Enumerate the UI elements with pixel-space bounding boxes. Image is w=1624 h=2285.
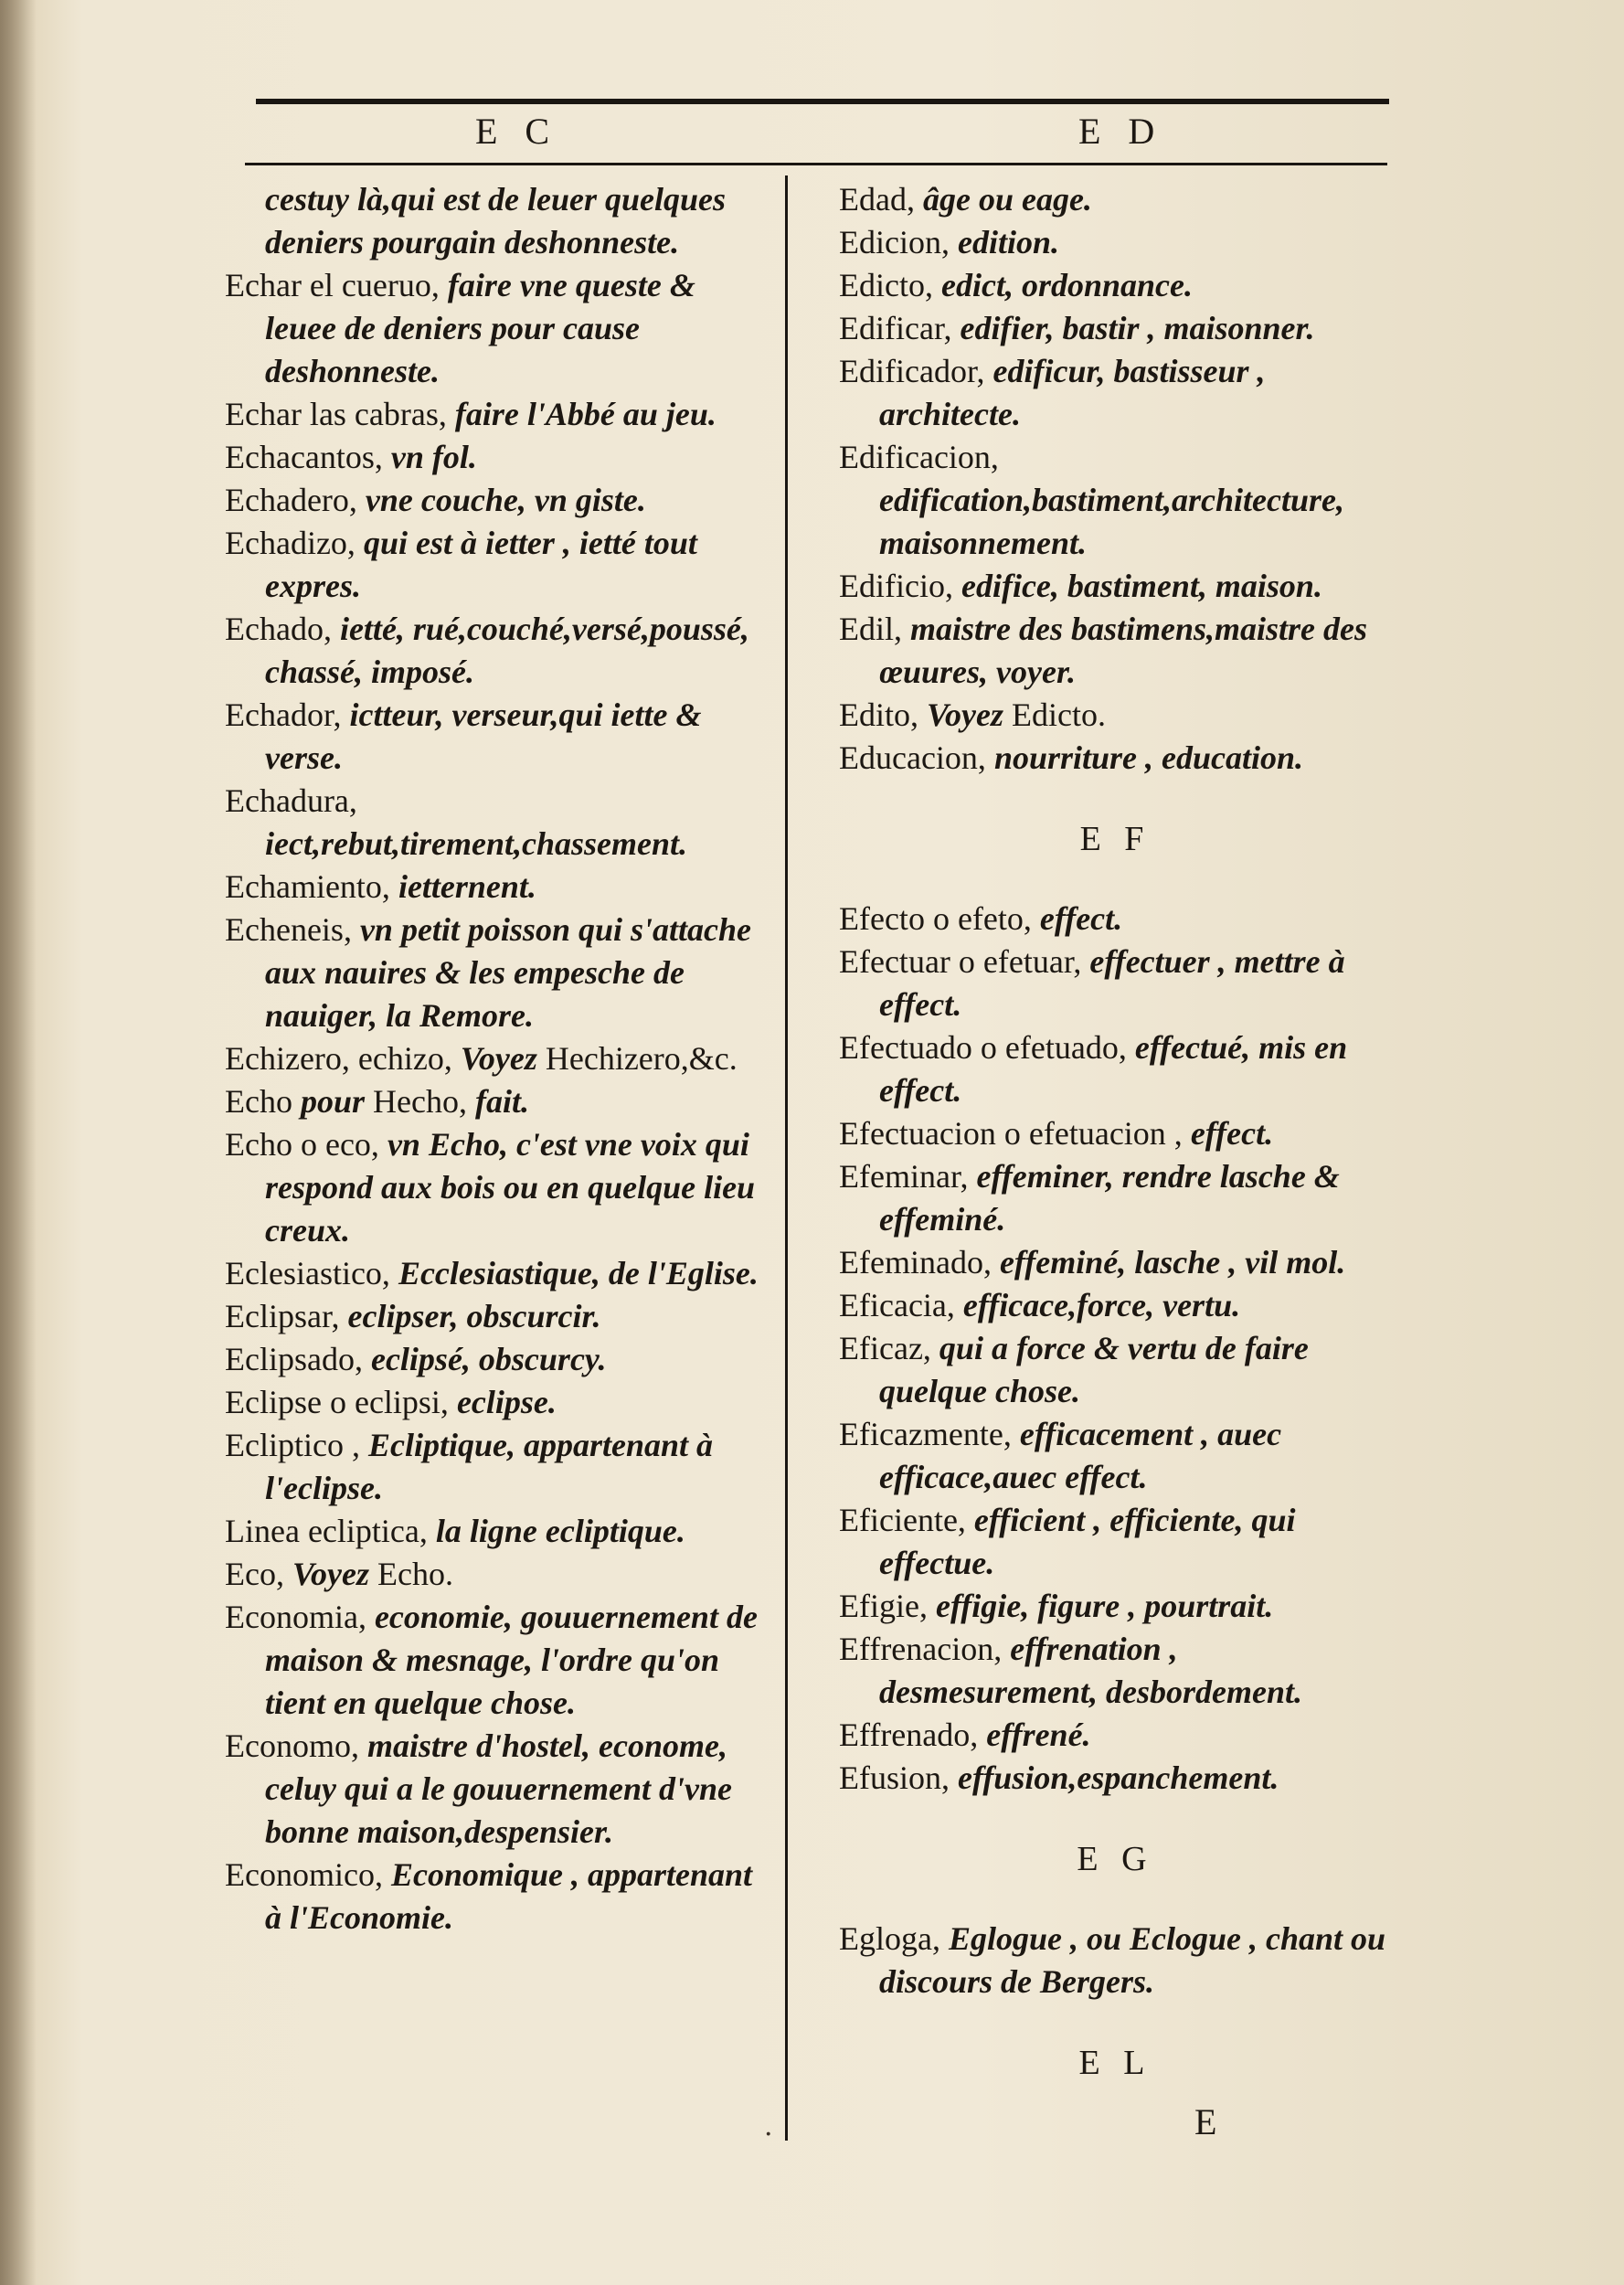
entry-headword: Echo — [225, 1083, 292, 1120]
column-end-mark: · — [764, 2119, 773, 2151]
entry-headword: Efeminar, — [839, 1158, 969, 1195]
ef-entries — [839, 898, 1392, 1800]
dictionary-entry — [839, 1918, 1392, 2003]
dictionary-entry — [839, 307, 1392, 350]
entry-headword: Echadura, — [225, 782, 357, 819]
entry-definition: ietternent. — [389, 868, 536, 905]
entry-headword: Efecto o efeto, — [839, 900, 1032, 937]
entry-headword: Edificador, — [839, 353, 985, 389]
dictionary-entry — [225, 522, 773, 608]
entry-definition: efficient , efficiente, qui effectue. — [879, 1502, 1296, 1581]
entry-definition: vn fol. — [382, 439, 477, 475]
entry-definition: effrené. — [978, 1716, 1091, 1753]
entry-headword: Egloga, — [839, 1920, 940, 1957]
dictionary-entry — [225, 479, 773, 522]
dictionary-entry — [225, 909, 773, 1037]
dictionary-entry — [225, 1123, 773, 1252]
entry-definition: eclipsé, obscurcy. — [362, 1341, 607, 1377]
entry-definition: faire vne queste & leuee de deniers pour cause deshonneste. — [265, 267, 695, 389]
dictionary-entry — [839, 436, 1392, 565]
entry-headword: Edito, — [839, 696, 918, 733]
entry-definition: Economique , appartenant à l'Economie. — [265, 1856, 753, 1936]
entry-headword: Edicto, — [839, 267, 933, 303]
entry-definition: cestuy là,qui est de leuer quelques deniers pourgain deshonneste. — [265, 181, 726, 260]
entry-definition: Ecliptique, appartenant à l'eclipse. — [265, 1427, 714, 1506]
entry-definition: edifier, bastir , maisonner. — [951, 310, 1315, 346]
entry-definition: edition. — [949, 224, 1059, 260]
dictionary-entry — [839, 1585, 1392, 1628]
entry-headword: Linea ecliptica, — [225, 1513, 428, 1549]
entry-headword: Echacantos, — [225, 439, 383, 475]
entry-headword: Eficazmente, — [839, 1416, 1012, 1452]
catchword: E — [1194, 2101, 1217, 2142]
entry-definition: efficacement , auec efficace,auec effect. — [879, 1416, 1282, 1495]
dictionary-entry — [225, 1510, 773, 1553]
entry-headword: Economico, — [225, 1856, 383, 1893]
entry-definition: eclipser, obscurcir. — [339, 1298, 601, 1334]
dictionary-entry — [839, 941, 1392, 1026]
entry-definition: faire l'Abbé au jeu. — [446, 396, 716, 432]
dictionary-entry — [225, 780, 773, 866]
entry-definition: Voyez — [283, 1556, 369, 1592]
entry-headword: Eco, — [225, 1556, 284, 1592]
dictionary-entry — [839, 264, 1392, 307]
entry-definition: efficace,force, vertu. — [954, 1287, 1241, 1323]
dictionary-entry — [225, 264, 773, 393]
entry-headword: Echadizo, — [225, 525, 356, 561]
dictionary-entry — [839, 898, 1392, 941]
header-rule — [256, 99, 1389, 104]
entry-headword: Edificacion, — [839, 439, 999, 475]
entry-headword: Echar las cabras, — [225, 396, 447, 432]
dictionary-entry — [839, 1327, 1392, 1413]
entry-headword: Effrenado, — [839, 1716, 979, 1753]
entry-headword: Economia, — [225, 1599, 366, 1635]
dictionary-entry — [225, 1854, 773, 1940]
entry-definition: vn petit poisson qui s'attache aux nauires & les empesche de nauiger, la Remore. — [265, 911, 751, 1034]
entry-cross-reference: Echo. — [368, 1556, 453, 1592]
ed-entries — [839, 178, 1392, 780]
entry-definition: qui est à ietter , ietté tout expres. — [265, 525, 697, 604]
entry-headword: Edad, — [839, 181, 915, 218]
dictionary-entry — [225, 866, 773, 909]
entry-headword: Efectuado o efetuado, — [839, 1029, 1127, 1066]
dictionary-entry — [225, 1338, 773, 1381]
entry-definition: maistre des bastimens,maistre des œuures, voyer. — [879, 611, 1368, 690]
page-gutter-shadow — [0, 0, 37, 2285]
entry-definition: maistre d'hostel, econome, celuy qui a le gouuernement d'vne bonne maison,despensier. — [265, 1727, 732, 1850]
dictionary-entry — [839, 608, 1392, 694]
right-column — [839, 178, 1392, 2121]
entry-definition: fait. — [466, 1083, 529, 1120]
entry-definition: eclipse. — [448, 1384, 557, 1420]
entry-headword: Eclesiastico, — [225, 1255, 390, 1291]
eg-entries — [839, 1918, 1392, 2003]
entry-definition: economie, gouuernement de maison & mesnage, l'ordre qu'on tient en quelque chose. — [265, 1599, 758, 1721]
dictionary-entry — [839, 178, 1392, 221]
entry-cross-reference: Hechizero,&c. — [536, 1040, 738, 1077]
header-underline — [245, 163, 1387, 165]
dictionary-entry — [225, 393, 773, 436]
dictionary-entry — [839, 1757, 1392, 1800]
entry-definition: edification,bastiment,architecture, maisonnement. — [879, 482, 1344, 561]
entry-headword: Efectuacion o efetuacion , — [839, 1115, 1183, 1152]
dictionary-entry — [839, 221, 1392, 264]
entry-headword: Economo, — [225, 1727, 359, 1764]
entry-headword: Efusion, — [839, 1759, 950, 1796]
dictionary-entry — [225, 608, 773, 694]
entry-headword: Eficacia, — [839, 1287, 955, 1323]
dictionary-entry — [839, 1155, 1392, 1241]
entry-headword: Eclipsado, — [225, 1341, 363, 1377]
entry-definition: effect. — [1182, 1115, 1274, 1152]
dictionary-entry — [839, 694, 1392, 737]
left-column — [225, 178, 773, 1940]
entry-definition: ietté, rué,couché,versé,poussé, chassé, imposé. — [265, 611, 749, 690]
dictionary-entry — [225, 178, 773, 264]
entry-headword: Edificar, — [839, 310, 952, 346]
section-heading-eg: E G — [1077, 1840, 1154, 1878]
entry-headword: Echado, — [225, 611, 332, 647]
entry-headword: Echador, — [225, 696, 342, 733]
dictionary-entry — [225, 1553, 773, 1596]
dictionary-entry — [225, 1037, 773, 1080]
entry-definition: la ligne ecliptique. — [427, 1513, 685, 1549]
dictionary-entry — [839, 737, 1392, 780]
dictionary-entry — [225, 1252, 773, 1295]
section-heading-el: E L — [1078, 2044, 1152, 2082]
dictionary-entry — [225, 1596, 773, 1725]
dictionary-entry — [225, 1381, 773, 1424]
entry-headword: Efigie, — [839, 1588, 928, 1624]
entry-definition: âge ou eage. — [914, 181, 1092, 218]
entry-headword: Eficiente, — [839, 1502, 966, 1538]
dictionary-entry — [225, 436, 773, 479]
entry-headword: Echar el cueruo, — [225, 267, 440, 303]
entry-definition: Voyez — [451, 1040, 537, 1077]
entry-definition: effrenation , desmesurement, desbordement. — [879, 1631, 1302, 1710]
entry-definition: nourriture , education. — [985, 739, 1304, 776]
dictionary-entry — [225, 694, 773, 780]
entry-headword: Efeminado, — [839, 1244, 992, 1281]
entry-definition: edifice, bastiment, maison. — [952, 568, 1322, 604]
entry-definition: edict, ordonnance. — [932, 267, 1193, 303]
column-divider — [785, 175, 788, 2141]
dictionary-entry — [225, 1295, 773, 1338]
entry-headword: Echizero, echizo, — [225, 1040, 452, 1077]
entry-definition: Ecclesiastique, de l'Eglise. — [389, 1255, 759, 1291]
entry-headword: Eclipse o eclipsi, — [225, 1384, 449, 1420]
dictionary-entry — [225, 1725, 773, 1854]
entry-definition: effectuer , mettre à effect. — [879, 943, 1345, 1023]
dictionary-entry — [839, 1284, 1392, 1327]
dictionary-entry — [839, 1112, 1392, 1155]
entry-headword: Echo o eco, — [225, 1126, 379, 1163]
entry-definition: effeminer, rendre lasche & effeminé. — [879, 1158, 1340, 1238]
entry-headword: Efectuar o efetuar, — [839, 943, 1082, 980]
dictionary-entry — [839, 1241, 1392, 1284]
dictionary-entry — [839, 350, 1392, 436]
running-head-left: E C — [475, 111, 559, 152]
entry-headword: Eficaz, — [839, 1330, 931, 1366]
entry-headword: Ecliptico , — [225, 1427, 360, 1463]
entry-cross-reference: Hecho, — [365, 1083, 467, 1120]
entry-definition: effectué, mis en effect. — [879, 1029, 1348, 1109]
dictionary-entry — [839, 1499, 1392, 1585]
entry-definition: iect,rebut,tirement,chassement. — [265, 825, 687, 862]
entry-definition: effect. — [1031, 900, 1123, 937]
entry-cross-reference: Edicto. — [1003, 696, 1106, 733]
entry-definition: vne couche, vn giste. — [356, 482, 646, 518]
entry-headword: Echamiento, — [225, 868, 390, 905]
entry-definition: vn Echo, c'est vne voix qui respond aux bois ou en quelque lieu creux. — [265, 1126, 756, 1249]
entry-definition: qui a force & vertu de faire quelque chose. — [879, 1330, 1309, 1409]
entry-definition: pour — [292, 1083, 365, 1120]
dictionary-entry — [839, 565, 1392, 608]
entry-headword: Eclipsar, — [225, 1298, 340, 1334]
entry-headword: Echeneis, — [225, 911, 352, 948]
dictionary-entry — [839, 1413, 1392, 1499]
entry-headword: Edificio, — [839, 568, 953, 604]
entry-headword: Echadero, — [225, 482, 357, 518]
entry-definition: Voyez — [918, 696, 1003, 733]
dictionary-entry — [225, 1080, 773, 1123]
entry-definition: effigie, figure , pourtrait. — [927, 1588, 1274, 1624]
running-head-right: E D — [1078, 111, 1164, 152]
entry-headword: Edicion, — [839, 224, 950, 260]
entry-headword: Educacion, — [839, 739, 986, 776]
entry-definition: Eglogue , ou Eclogue , chant ou discours de Bergers. — [879, 1920, 1386, 2000]
entry-definition: edificur, bastisseur , architecte. — [879, 353, 1266, 432]
entry-definition: ictteur, verseur,qui iette & verse. — [265, 696, 702, 776]
section-heading-ef: E F — [1079, 820, 1152, 858]
dictionary-entry — [839, 1714, 1392, 1757]
entry-definition: effeminé, lasche , vil mol. — [991, 1244, 1346, 1281]
entry-headword: Edil, — [839, 611, 902, 647]
dictionary-entry — [839, 1026, 1392, 1112]
dictionary-entry — [839, 1628, 1392, 1714]
entry-definition: effusion,espanchement. — [950, 1759, 1279, 1796]
entry-headword: Effrenacion, — [839, 1631, 1003, 1667]
dictionary-entry — [225, 1424, 773, 1510]
